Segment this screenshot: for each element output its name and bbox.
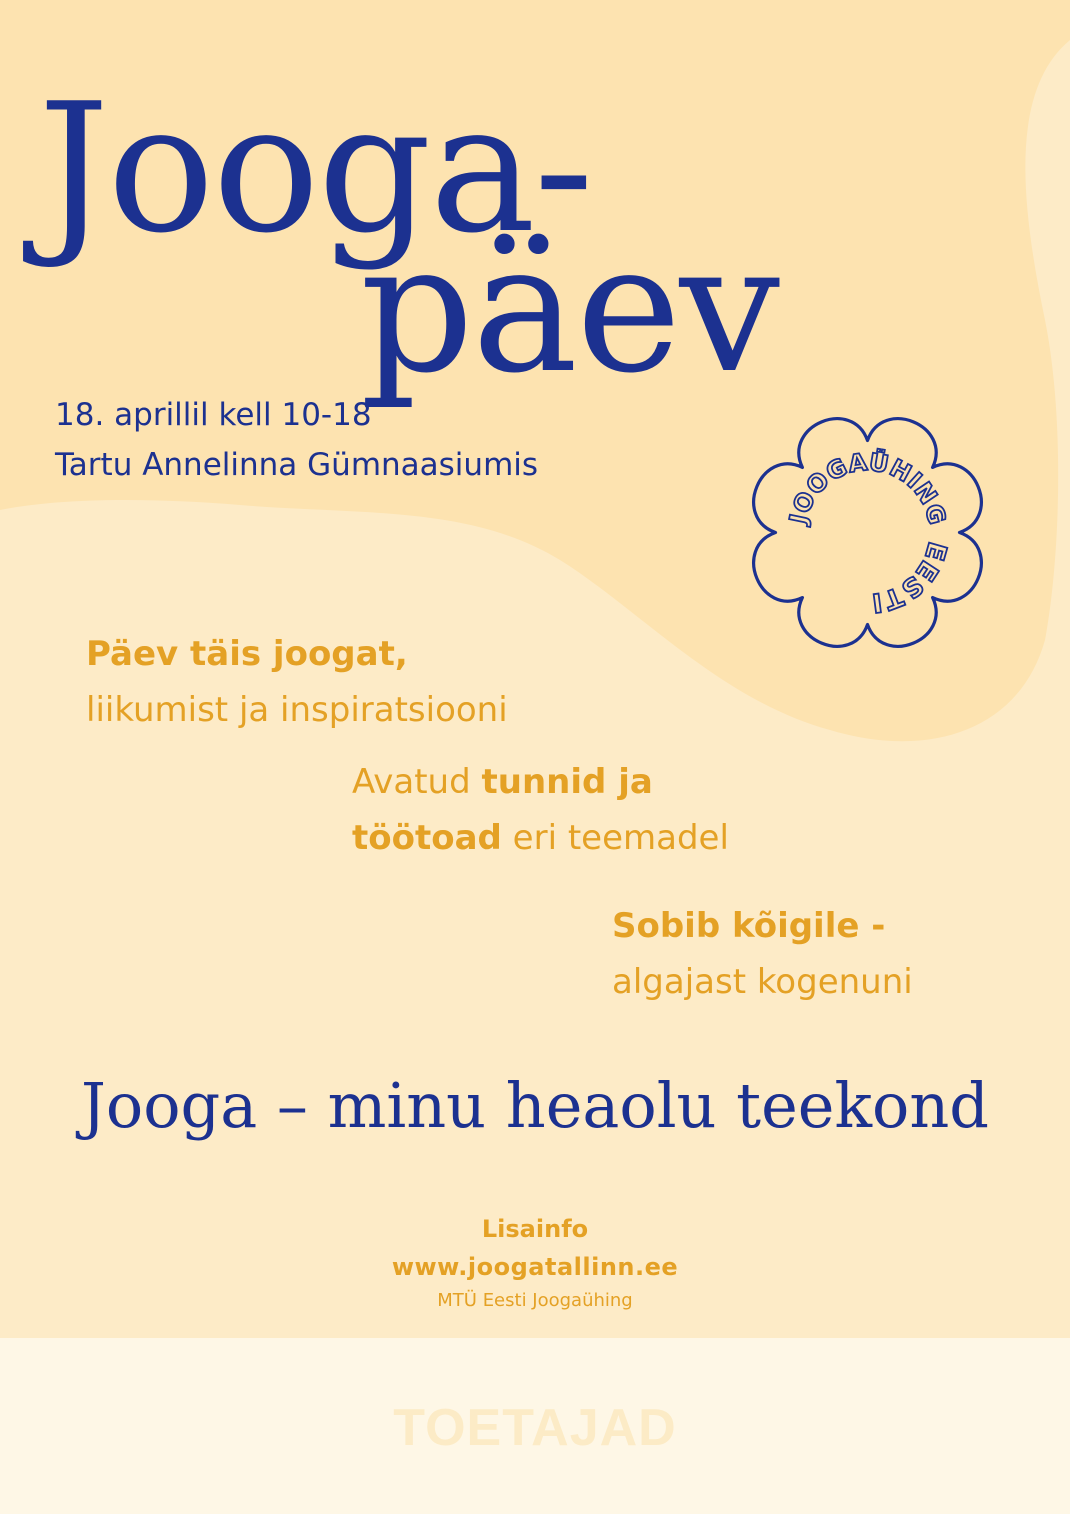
sponsors-title: TOETAJAD bbox=[393, 1399, 677, 1457]
feature-3 bbox=[612, 898, 913, 1010]
flower-emblem-icon bbox=[740, 405, 995, 660]
feature-1-bold: Päev täis joogat, bbox=[86, 634, 408, 674]
title-line-1: Jooga- bbox=[38, 65, 592, 272]
event-date-time: 18. aprillil kell 10-18 bbox=[55, 397, 372, 433]
emblem-word-2: JOOGAÜHING bbox=[784, 448, 952, 528]
feature-1-light: liikumist ja inspiratsiooni bbox=[86, 690, 508, 730]
feature-2-bold-1: tunnid ja bbox=[481, 762, 653, 802]
emblem-petal-outline bbox=[754, 419, 982, 647]
slogan: Jooga – minu heaolu teekond bbox=[81, 1069, 989, 1142]
title-line-2: päev bbox=[360, 205, 778, 412]
feature-3-bold: Sobib kõigile - bbox=[612, 906, 886, 946]
event-venue: Tartu Annelinna Gümnaasiumis bbox=[55, 447, 539, 483]
feature-2-bold-2: töötoad bbox=[352, 818, 502, 858]
svg-text:JOOGAÜHING bbox=[784, 446, 951, 528]
info-url-link[interactable]: www.joogatallinn.ee bbox=[391, 1253, 679, 1281]
sponsors-section bbox=[0, 1338, 1070, 1514]
feature-2 bbox=[352, 754, 729, 866]
event-info bbox=[55, 390, 538, 490]
feature-2-light-2: eri teemadel bbox=[501, 818, 729, 858]
emblem-word-1: EESTI bbox=[869, 538, 952, 618]
svg-text:EESTI bbox=[869, 538, 952, 617]
feature-1 bbox=[86, 626, 508, 738]
feature-2-light-1: Avatud bbox=[352, 762, 482, 802]
feature-3-light: algajast kogenuni bbox=[612, 962, 913, 1002]
info-label: Lisainfo bbox=[481, 1215, 589, 1243]
info-organization: MTÜ Eesti Joogaühing bbox=[437, 1290, 633, 1311]
